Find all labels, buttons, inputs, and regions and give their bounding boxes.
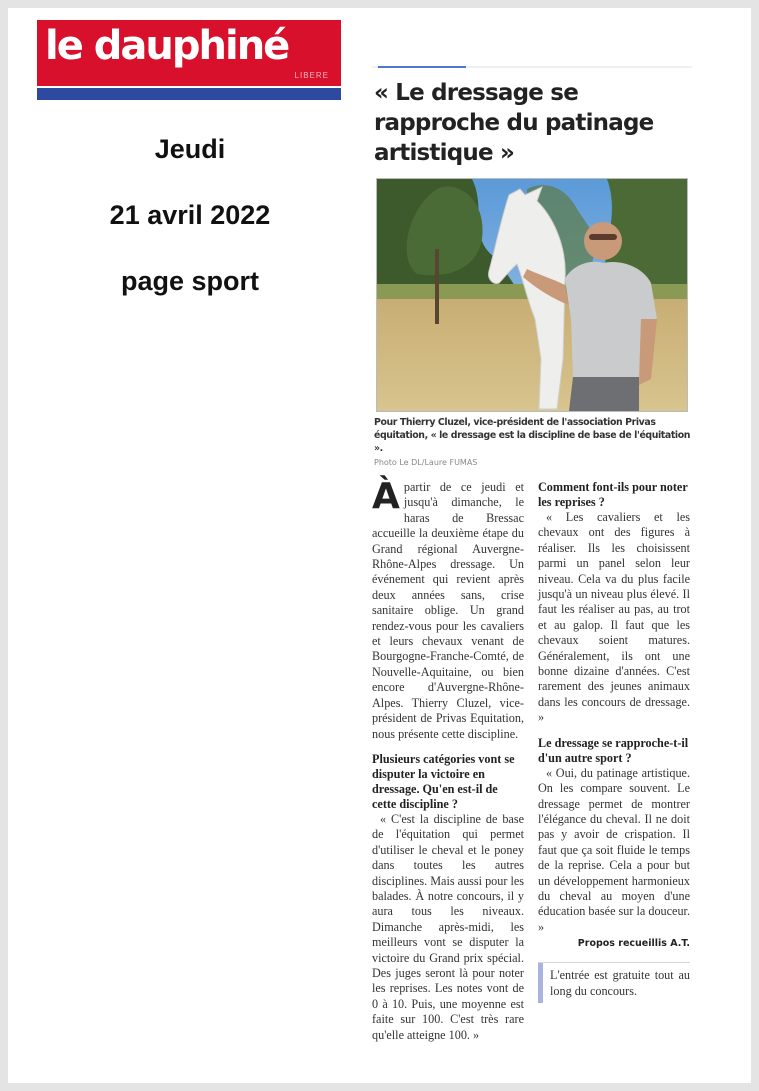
article-top-accent — [378, 66, 466, 68]
article-headline: « Le dressage se rapproche du patinage artistique » — [374, 80, 654, 166]
question-3: Le dressage se rapproche-t-il d'un autre sport ? — [538, 735, 689, 765]
logo-subtext: LIBERE — [294, 71, 329, 80]
logo-text: le dauphiné — [45, 23, 289, 69]
newspaper-logo — [37, 20, 341, 100]
photo-credit: Photo Le DL/Laure FUMAS — [374, 458, 478, 467]
publication-section: page sport — [120, 266, 260, 296]
photo-illustration — [377, 179, 687, 411]
article-column-2 — [538, 480, 690, 1003]
info-box-text: L'entrée est gratuite tout au long du concours. — [550, 968, 690, 998]
info-box — [538, 962, 690, 1003]
article-intro — [372, 476, 524, 742]
answer-1: « C'est la discipline de base de l'équitation qui permet d'utiliser le cheval et le poney dans toutes les autres disciplines. Mais aussi pour les balades. À notre concours, il y aura tous les niveaux. Dimanche après-midi, les meilleurs vont se disputer la victoire du Grand prix spécial. Des juges seront là pour noter les reprises. Les notes vont de 0 à 10. Puis, une moyenne est faite sur 100. C'est très rare qu'elle atteigne 100. » — [372, 811, 524, 1042]
photo-man-head — [584, 222, 622, 260]
article-photo — [376, 178, 688, 412]
page-frame — [8, 8, 751, 1083]
intro-text: partir de ce jeudi et jusqu'à dimanche, le haras de Bressac accueille la deuxième étape du Grand régional Auvergne-Rhône-Alpes dressage. Un événement qui revient après deux années sans, crise sanitaire oblige. Un grand rendez-vous pour les cavaliers et leurs chevaux venant de Bourgogne-Franche-Comté, de Nouvelle-Aquitaine, ou bien encore d'Auvergne-Rhône-Alpes. Thierry Cluzel, vice-président de Privas Equitation, nous présente cette discipline. — [372, 480, 524, 741]
question-1: Plusieurs catégories vont se disputer la victoire en dressage. Qu'en est-il de cette discipline ? — [372, 751, 515, 811]
photo-tree-trunk — [435, 249, 439, 324]
question-2: Comment font-ils pour noter les reprises ? — [538, 480, 688, 509]
article-columns — [372, 476, 692, 1043]
logo-red-band — [37, 20, 341, 86]
photo-man-trousers — [569, 377, 639, 411]
answer-3: « Oui, du patinage artistique. On les compare souvent. Le dressage permet de montrer l'élégance du cheval. Il ne doit pas y avoir de crispation. Il faut que ça soit fluide le temps de la reprise. Cela a pour but un développement harmonieux du cheval au moyen d'une éducation basée sur la douceur. » — [538, 765, 690, 934]
article-column-1 — [372, 476, 524, 1043]
publication-date: 21 avril 2022 — [109, 200, 271, 230]
left-panel — [8, 8, 360, 1083]
photo-man-sunglasses — [589, 234, 617, 240]
logo-blue-band — [37, 88, 341, 100]
dropcap: À — [372, 476, 400, 517]
article-signature: Propos recueillis A.T. — [577, 938, 690, 950]
article — [372, 66, 692, 1083]
answer-2: « Les cavaliers et les chevaux ont des figures à réaliser. Ils les choisissent parmi un panel selon leur niveau. Cela va du plus facile jusqu'à un niveau plus élevé. Il faut les réaliser au pas, au trot et au galop. Il faut que les chevaux soient matures. Généralement, ils ont une bonne dizaine d'années. C'est rarement des jeunes animaux dans les concours de dressage. » — [538, 510, 690, 725]
article-top-rule — [372, 66, 692, 68]
photo-caption: Pour Thierry Cluzel, vice-président de l'association Privas équitation, « le dressage est la discipline de base de l'équitation ». — [374, 417, 691, 454]
publication-day: Jeudi — [154, 134, 226, 164]
